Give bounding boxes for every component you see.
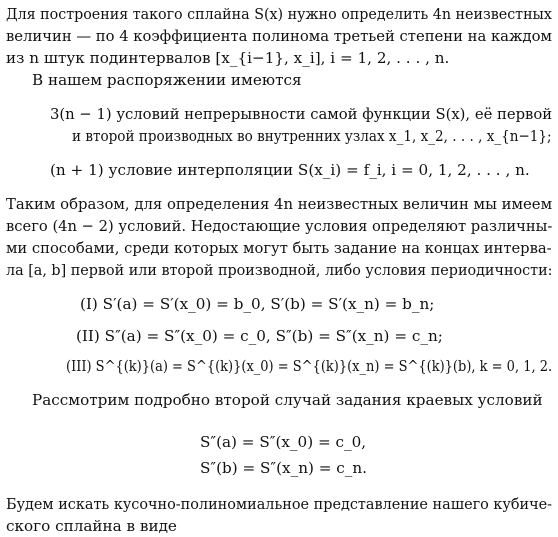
text-line-10: ми способами, среди которых могут быть задание на концах интерва- bbox=[6, 239, 552, 257]
text-line-11: ла [a, b] первой или второй производной, либо условия периодичности: bbox=[6, 261, 553, 279]
equation-2: S″(b) = S″(x_n) = c_n. bbox=[200, 459, 367, 477]
boundary-case-2: (II) S″(a) = S″(x_0) = c_0, S″(b) = S″(x_n) = c_n; bbox=[76, 327, 443, 345]
equation-1: S″(a) = S″(x_0) = c_0, bbox=[200, 433, 367, 451]
text-line-15: Рассмотрим подробно второй случай задания краевых условий bbox=[32, 391, 543, 409]
text-line-19: ского сплайна в виде bbox=[6, 517, 177, 535]
text-line-3: из n штук подинтервалов [x_{i−1}, x_i], i = 1, 2, . . . , n. bbox=[6, 49, 450, 67]
text-line-18: Будем искать кусочно-полиномиальное представление нашего кубиче- bbox=[6, 495, 553, 513]
condition-continuity-line-2: и второй производных во внутренних узлах x_1, x_2, . . . , x_{n−1}; bbox=[72, 127, 552, 145]
boundary-case-3: (III) S^{(k)}(a) = S^{(k)}(x_0) = S^{(k)}(x_n) = S^{(k)}(b), k = 0, 1, 2. bbox=[66, 357, 553, 375]
text-line-9: всего (4n − 2) условий. Недостающие условия определяют различны- bbox=[6, 217, 553, 235]
condition-continuity-line-1: 3(n − 1) условий непрерывности самой функции S(x), её первой bbox=[50, 105, 553, 123]
text-line-2: величин — по 4 коэффициента полинома третьей степени на каждом bbox=[6, 27, 552, 45]
text-line-8: Таким образом, для определения 4n неизвестных величин мы имеем bbox=[6, 195, 553, 213]
text-line-4: В нашем распоряжении имеются bbox=[32, 71, 302, 89]
condition-interpolation: (n + 1) условие интерполяции S(x_i) = f_i, i = 0, 1, 2, . . . , n. bbox=[50, 161, 530, 179]
text-line-1: Для построения такого сплайна S(x) нужно определить 4n неизвестных bbox=[6, 5, 552, 23]
boundary-case-1: (I) S′(a) = S′(x_0) = b_0, S′(b) = S′(x_n) = b_n; bbox=[80, 295, 435, 313]
